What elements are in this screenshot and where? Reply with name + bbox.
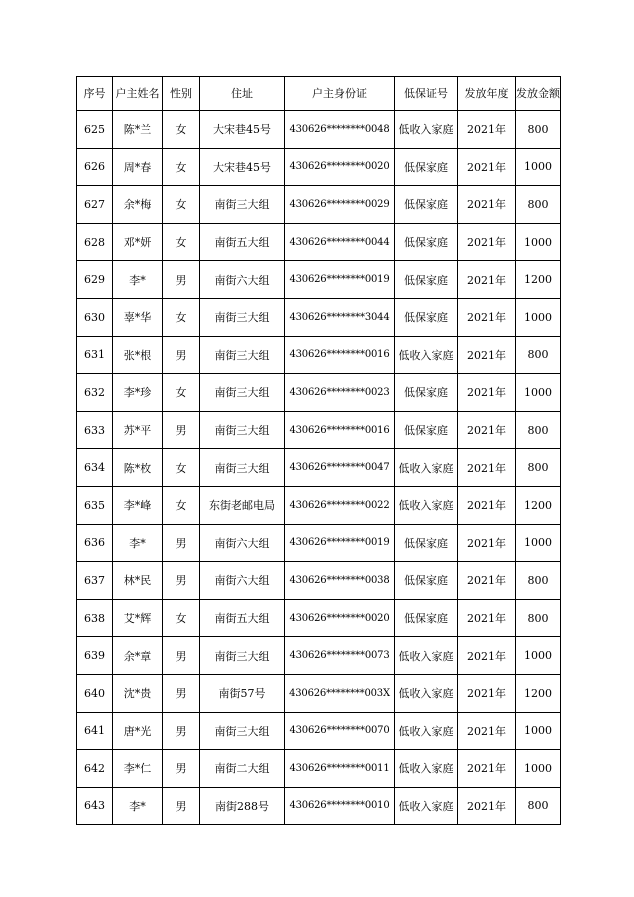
cell-amount: 1000 <box>516 298 561 336</box>
cell-cert: 低收入家庭 <box>395 111 458 149</box>
table-row <box>77 562 561 600</box>
cell-cert: 低收入家庭 <box>395 750 458 788</box>
cell-name: 陈*枚 <box>113 449 163 487</box>
cell-gender: 男 <box>163 787 200 825</box>
cell-address: 南街288号 <box>200 787 285 825</box>
cell-address: 南街六大组 <box>200 524 285 562</box>
header-amount: 发放金额 <box>516 77 561 111</box>
cell-id: 430626********0020 <box>285 148 395 186</box>
cell-name: 余*梅 <box>113 186 163 224</box>
cell-id: 430626********0047 <box>285 449 395 487</box>
table-body <box>77 111 561 825</box>
cell-cert: 低保家庭 <box>395 599 458 637</box>
cell-gender: 男 <box>163 637 200 675</box>
cell-name: 李* <box>113 261 163 299</box>
cell-address: 南街五大组 <box>200 223 285 261</box>
cell-seq: 633 <box>77 411 113 449</box>
cell-gender: 女 <box>163 111 200 149</box>
cell-cert: 低收入家庭 <box>395 787 458 825</box>
cell-cert: 低收入家庭 <box>395 336 458 374</box>
cell-gender: 女 <box>163 599 200 637</box>
cell-seq: 637 <box>77 562 113 600</box>
cell-seq: 634 <box>77 449 113 487</box>
cell-year: 2021年 <box>458 374 516 412</box>
cell-cert: 低收入家庭 <box>395 674 458 712</box>
header-cert: 低保证号 <box>395 77 458 111</box>
cell-address: 南街三大组 <box>200 712 285 750</box>
cell-year: 2021年 <box>458 562 516 600</box>
table-row <box>77 148 561 186</box>
cell-name: 苏*平 <box>113 411 163 449</box>
cell-address: 大宋巷45号 <box>200 148 285 186</box>
cell-name: 余*章 <box>113 637 163 675</box>
cell-id: 430626********0048 <box>285 111 395 149</box>
cell-id: 430626********0070 <box>285 712 395 750</box>
cell-name: 李*峰 <box>113 486 163 524</box>
cell-address: 大宋巷45号 <box>200 111 285 149</box>
cell-seq: 632 <box>77 374 113 412</box>
table-row <box>77 223 561 261</box>
cell-name: 李* <box>113 524 163 562</box>
cell-amount: 1000 <box>516 750 561 788</box>
cell-year: 2021年 <box>458 223 516 261</box>
cell-amount: 800 <box>516 599 561 637</box>
cell-gender: 女 <box>163 223 200 261</box>
cell-gender: 男 <box>163 261 200 299</box>
cell-name: 李*珍 <box>113 374 163 412</box>
cell-name: 辜*华 <box>113 298 163 336</box>
table-row <box>77 750 561 788</box>
cell-year: 2021年 <box>458 787 516 825</box>
cell-cert: 低收入家庭 <box>395 486 458 524</box>
cell-name: 李*仁 <box>113 750 163 788</box>
cell-amount: 1000 <box>516 524 561 562</box>
cell-year: 2021年 <box>458 298 516 336</box>
cell-seq: 643 <box>77 787 113 825</box>
cell-year: 2021年 <box>458 411 516 449</box>
cell-cert: 低保家庭 <box>395 223 458 261</box>
header-gender: 性别 <box>163 77 200 111</box>
cell-year: 2021年 <box>458 524 516 562</box>
table-row <box>77 261 561 299</box>
cell-seq: 629 <box>77 261 113 299</box>
cell-cert: 低保家庭 <box>395 524 458 562</box>
cell-name: 李* <box>113 787 163 825</box>
cell-address: 南街三大组 <box>200 637 285 675</box>
table-row <box>77 787 561 825</box>
header-row <box>77 77 561 111</box>
cell-id: 430626********0023 <box>285 374 395 412</box>
table-row <box>77 111 561 149</box>
cell-cert: 低保家庭 <box>395 261 458 299</box>
cell-seq: 642 <box>77 750 113 788</box>
cell-cert: 低收入家庭 <box>395 637 458 675</box>
cell-amount: 800 <box>516 186 561 224</box>
cell-gender: 男 <box>163 524 200 562</box>
cell-address: 南街57号 <box>200 674 285 712</box>
cell-name: 张*根 <box>113 336 163 374</box>
cell-address: 南街三大组 <box>200 411 285 449</box>
cell-seq: 626 <box>77 148 113 186</box>
cell-seq: 638 <box>77 599 113 637</box>
table-row <box>77 524 561 562</box>
table-row <box>77 486 561 524</box>
cell-gender: 男 <box>163 562 200 600</box>
table-row <box>77 637 561 675</box>
cell-amount: 1200 <box>516 261 561 299</box>
cell-address: 南街六大组 <box>200 562 285 600</box>
cell-address: 南街三大组 <box>200 298 285 336</box>
cell-gender: 女 <box>163 298 200 336</box>
header-year: 发放年度 <box>458 77 516 111</box>
cell-id: 430626********0010 <box>285 787 395 825</box>
cell-amount: 800 <box>516 336 561 374</box>
cell-amount: 1000 <box>516 148 561 186</box>
cell-id: 430626********0029 <box>285 186 395 224</box>
table-row <box>77 599 561 637</box>
cell-amount: 800 <box>516 562 561 600</box>
cell-cert: 低保家庭 <box>395 411 458 449</box>
cell-id: 430626********0019 <box>285 261 395 299</box>
cell-cert: 低收入家庭 <box>395 449 458 487</box>
relief-table <box>76 76 561 825</box>
cell-id: 430626********0016 <box>285 336 395 374</box>
table-row <box>77 411 561 449</box>
cell-gender: 男 <box>163 712 200 750</box>
cell-seq: 636 <box>77 524 113 562</box>
cell-name: 周*春 <box>113 148 163 186</box>
cell-id: 430626********003X <box>285 674 395 712</box>
cell-amount: 1200 <box>516 486 561 524</box>
cell-seq: 631 <box>77 336 113 374</box>
cell-year: 2021年 <box>458 148 516 186</box>
cell-id: 430626********0016 <box>285 411 395 449</box>
cell-gender: 女 <box>163 449 200 487</box>
cell-id: 430626********0022 <box>285 486 395 524</box>
table-row <box>77 674 561 712</box>
cell-cert: 低保家庭 <box>395 374 458 412</box>
cell-seq: 625 <box>77 111 113 149</box>
cell-address: 南街六大组 <box>200 261 285 299</box>
cell-cert: 低保家庭 <box>395 148 458 186</box>
cell-gender: 男 <box>163 750 200 788</box>
cell-amount: 800 <box>516 111 561 149</box>
cell-address: 南街三大组 <box>200 186 285 224</box>
cell-seq: 640 <box>77 674 113 712</box>
cell-year: 2021年 <box>458 599 516 637</box>
cell-name: 艾*辉 <box>113 599 163 637</box>
cell-year: 2021年 <box>458 712 516 750</box>
cell-amount: 1000 <box>516 223 561 261</box>
cell-year: 2021年 <box>458 486 516 524</box>
cell-gender: 女 <box>163 148 200 186</box>
header-id: 户主身份证 <box>285 77 395 111</box>
cell-id: 430626********0011 <box>285 750 395 788</box>
cell-name: 陈*兰 <box>113 111 163 149</box>
cell-seq: 639 <box>77 637 113 675</box>
cell-seq: 630 <box>77 298 113 336</box>
table-row <box>77 449 561 487</box>
cell-id: 430626********0044 <box>285 223 395 261</box>
table-row <box>77 336 561 374</box>
table-row <box>77 298 561 336</box>
cell-address: 东街老邮电局 <box>200 486 285 524</box>
cell-gender: 女 <box>163 374 200 412</box>
cell-gender: 女 <box>163 486 200 524</box>
cell-name: 沈*贵 <box>113 674 163 712</box>
cell-year: 2021年 <box>458 449 516 487</box>
cell-id: 430626********3044 <box>285 298 395 336</box>
cell-year: 2021年 <box>458 261 516 299</box>
cell-gender: 男 <box>163 411 200 449</box>
cell-gender: 男 <box>163 674 200 712</box>
cell-year: 2021年 <box>458 111 516 149</box>
cell-name: 唐*光 <box>113 712 163 750</box>
cell-cert: 低收入家庭 <box>395 712 458 750</box>
cell-seq: 635 <box>77 486 113 524</box>
cell-year: 2021年 <box>458 186 516 224</box>
cell-address: 南街二大组 <box>200 750 285 788</box>
cell-address: 南街三大组 <box>200 374 285 412</box>
cell-year: 2021年 <box>458 674 516 712</box>
cell-amount: 800 <box>516 411 561 449</box>
cell-address: 南街三大组 <box>200 336 285 374</box>
header-address: 住址 <box>200 77 285 111</box>
cell-gender: 女 <box>163 186 200 224</box>
table-row <box>77 374 561 412</box>
cell-id: 430626********0038 <box>285 562 395 600</box>
cell-seq: 628 <box>77 223 113 261</box>
cell-year: 2021年 <box>458 750 516 788</box>
cell-name: 邓*妍 <box>113 223 163 261</box>
cell-amount: 800 <box>516 787 561 825</box>
cell-amount: 800 <box>516 449 561 487</box>
cell-id: 430626********0020 <box>285 599 395 637</box>
cell-amount: 1000 <box>516 712 561 750</box>
cell-seq: 641 <box>77 712 113 750</box>
cell-cert: 低保家庭 <box>395 298 458 336</box>
cell-year: 2021年 <box>458 637 516 675</box>
cell-address: 南街三大组 <box>200 449 285 487</box>
cell-year: 2021年 <box>458 336 516 374</box>
cell-seq: 627 <box>77 186 113 224</box>
table-row <box>77 712 561 750</box>
cell-id: 430626********0019 <box>285 524 395 562</box>
cell-address: 南街五大组 <box>200 599 285 637</box>
cell-amount: 1000 <box>516 637 561 675</box>
cell-amount: 1000 <box>516 374 561 412</box>
header-seq: 序号 <box>77 77 113 111</box>
cell-cert: 低保家庭 <box>395 186 458 224</box>
table-row <box>77 186 561 224</box>
cell-name: 林*民 <box>113 562 163 600</box>
cell-amount: 1200 <box>516 674 561 712</box>
cell-cert: 低保家庭 <box>395 562 458 600</box>
cell-gender: 男 <box>163 336 200 374</box>
cell-id: 430626********0073 <box>285 637 395 675</box>
header-name: 户主姓名 <box>113 77 163 111</box>
